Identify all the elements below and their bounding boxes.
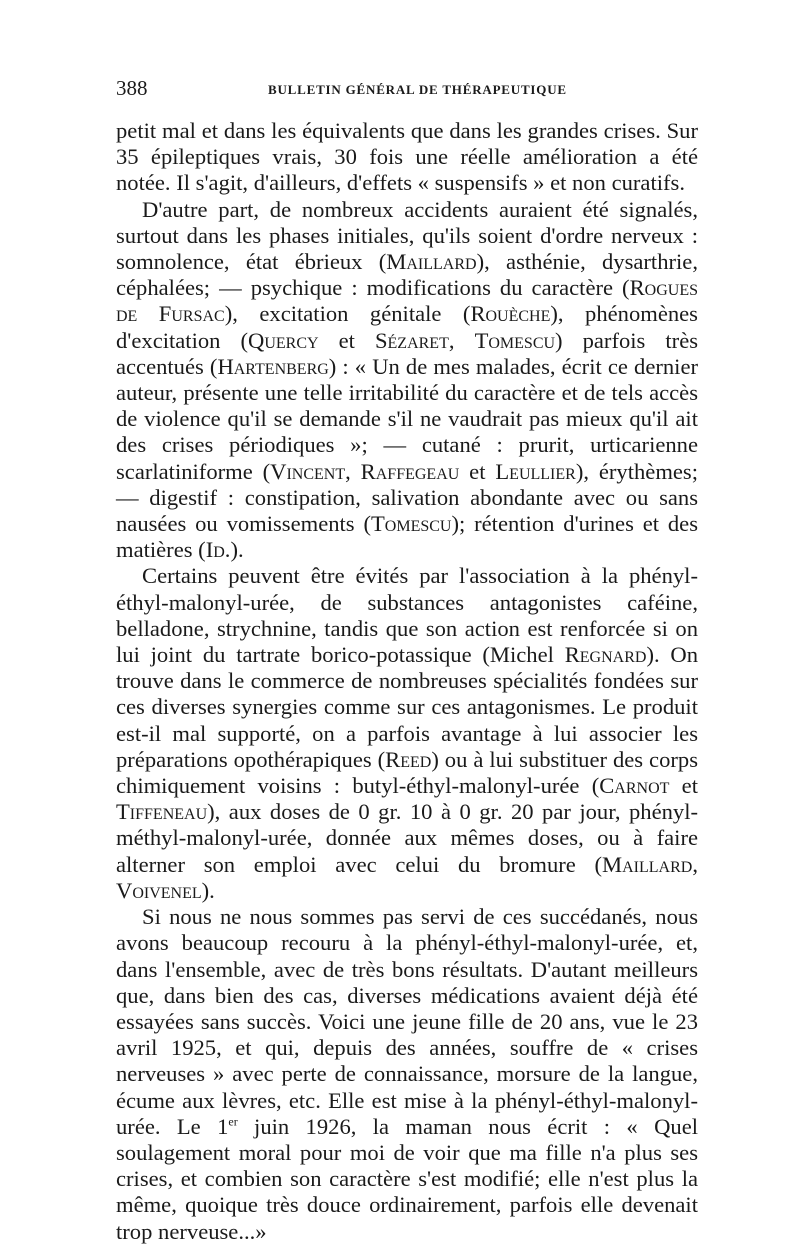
paragraph-1: petit mal et dans les équivalents que dans les grandes crises. Sur 35 épileptiques vrais, 30 fois une réelle amélioration a été notée. Il s'agit, d'ailleurs, d'effets « suspensifs » et non curatifs. bbox=[116, 118, 698, 196]
page-header bbox=[116, 76, 698, 100]
author-name: Maillard bbox=[602, 851, 693, 877]
author-name: Id. bbox=[205, 537, 231, 563]
author-name: Leullier bbox=[495, 458, 576, 484]
author-name: Tomescu bbox=[474, 327, 556, 353]
author-name: Reed bbox=[385, 746, 432, 772]
author-name: Regnard bbox=[564, 642, 647, 668]
author-name: Rouèche bbox=[470, 301, 551, 327]
author-name: Carnot bbox=[599, 773, 670, 799]
running-title: BULLETIN GÉNÉRAL DE THÉRAPEUTIQUE bbox=[268, 82, 567, 97]
author-name: Hartenberg bbox=[217, 353, 329, 379]
author-name: Sézaret bbox=[374, 327, 449, 353]
body-text bbox=[116, 118, 698, 1245]
author-name: Rogues de Fursac bbox=[116, 275, 698, 327]
author-name: Maillard bbox=[386, 249, 477, 275]
ordinal-superscript: er bbox=[228, 1114, 238, 1129]
author-name: Tiffeneau bbox=[116, 799, 208, 825]
author-name: Voivenel bbox=[116, 877, 202, 903]
author-name: Quercy bbox=[248, 327, 319, 353]
author-name: Tomescu bbox=[370, 511, 452, 537]
paragraph-3: Certains peuvent être évités par l'association à la phényl-éthyl-malonyl-urée, de substances antagonistes caféine, belladone, strychnine, tandis que son action est renforcée si on lui joint du tartrate borico-potassique (Michel Regnard). On trouve dans le commerce de nombreuses spécialités fondées sur ces diverses synergies comme sur ces antagonismes. Le produit est-il mal supporté, on a parfois avantage à lui associer les préparations opothérapiques (Reed) ou à lui substituer des corps chimiquement voisins : butyl-éthyl-malonyl-urée (Carnot et Tiffeneau), aux doses de 0 gr. 10 à 0 gr. 20 par jour, phényl-méthyl-malonyl-urée, donnée aux mêmes doses, ou à faire alterner son emploi avec celui du bromure (Maillard, Voivenel). bbox=[116, 563, 699, 903]
paragraph-4: Si nous ne nous sommes pas servi de ces succédanés, nous avons beaucoup recouru à la phényl-éthyl-malonyl-urée, et, dans l'ensemble, avec de très bons résultats. D'autant meilleurs que, dans bien des cas, diverses médications avaient déjà été essayées sans succès. Voici une jeune fille de 20 ans, vue le 23 avril 1925, et qui, depuis des années, souffre de « crises nerveuses » avec perte de connaissance, morsure de la langue, écume aux lèvres, etc. Elle est mise à la phényl-éthyl-malonyl-urée. Le 1er juin 1926, la maman nous écrit : « Quel soulagement moral pour moi de voir que ma fille n'a plus ses crises, et combien son caractère s'est modifié; elle n'est plus la même, quoique très douce ordinairement, parfois elle devenait trop nerveuse...» bbox=[116, 904, 698, 1244]
author-name: Raffegeau bbox=[360, 458, 460, 484]
author-name: Vincent bbox=[270, 458, 346, 484]
page-number: 388 bbox=[116, 76, 148, 100]
paragraph-2: D'autre part, de nombreux accidents auraient été signalés, surtout dans les phases initiales, qu'ils soient d'ordre nerveux : somnolence, état ébrieux (Maillard), asthénie, dysarthrie, céphalées; — psychique : modifications du caractère (Rogues de Fursac), excitation génitale (Rouèche), phénomènes d'excitation (Quercy et Sézaret, Tomescu) parfois très accentués (Hartenberg) : « Un de mes malades, écrit ce dernier auteur, présente une telle irritabilité du caractère et de tels accès de violence qu'il se demande s'il ne vaudrait pas mieux qu'il ait des crises périodiques »; — cutané : prurit, urticarienne scarlatiniforme (Vincent, Raffegeau et Leullier), érythèmes; — digestif : constipation, salivation abondante avec ou sans nausées ou vomissements (Tomescu); rétention d'urines et des matières (Id.). bbox=[116, 196, 699, 563]
